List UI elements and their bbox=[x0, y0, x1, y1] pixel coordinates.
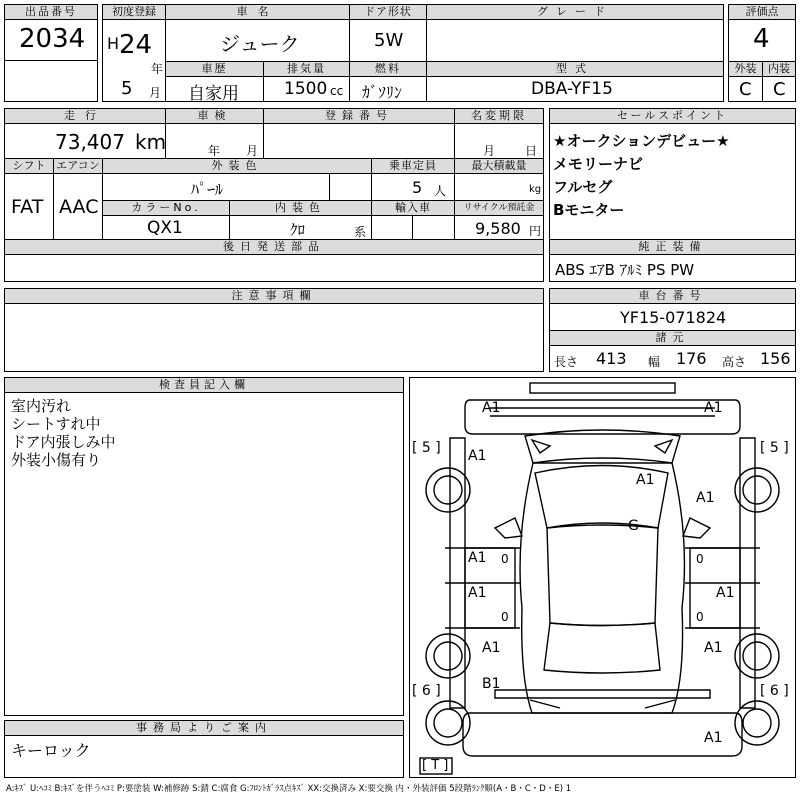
ac-cell bbox=[53, 173, 103, 240]
width-value: 176 bbox=[676, 349, 707, 368]
mark-rear-left: B1 bbox=[482, 676, 501, 692]
tire-spare: [ T ] bbox=[422, 758, 449, 773]
sales-points-cell bbox=[549, 123, 796, 240]
width-label: 幅 bbox=[648, 355, 661, 369]
import-label: 輸入車 bbox=[371, 200, 455, 216]
exterior-value: C bbox=[739, 79, 752, 100]
ac-value: AAC bbox=[59, 196, 99, 218]
inspector-line-3: ドア内張しみ中 bbox=[11, 433, 116, 451]
reg-month: 5 bbox=[121, 78, 133, 99]
sales-point-4: Bモニター bbox=[553, 201, 625, 219]
chassis-cell bbox=[549, 303, 796, 331]
lot-number-label: 出品番号 bbox=[4, 4, 98, 20]
import-cell-b bbox=[412, 215, 455, 240]
notes-label: 注意事項欄 bbox=[4, 288, 544, 304]
name-change-month: 月 bbox=[483, 144, 496, 158]
color-no-label: カラーNo. bbox=[102, 200, 230, 216]
reg-month-unit: 月 bbox=[149, 86, 162, 100]
displacement-cell bbox=[263, 76, 350, 102]
model-label: 型式 bbox=[426, 61, 724, 77]
score-label: 評価点 bbox=[728, 4, 796, 20]
later-parts-label: 後日発送部品 bbox=[4, 239, 544, 255]
ext-color-cell bbox=[102, 173, 330, 201]
recycle-value: 9,580 bbox=[475, 219, 521, 238]
displacement-label: 排気量 bbox=[263, 61, 350, 77]
lot-number-blank bbox=[4, 60, 98, 102]
inspector-label: 検査員記入欄 bbox=[4, 377, 404, 393]
capacity-value: 5 bbox=[412, 178, 423, 197]
zero-right-front-door: 0 bbox=[696, 552, 704, 566]
int-color-unit: 系 bbox=[354, 225, 367, 239]
first-reg-label: 初度登録 bbox=[102, 4, 166, 20]
mark-rear-bumper: A1 bbox=[704, 730, 723, 746]
inspection-label: 車検 bbox=[165, 108, 264, 124]
mileage-value: 73,407 bbox=[55, 130, 125, 154]
sales-points-label: セールスポイント bbox=[549, 108, 796, 124]
ext-color-value: ﾊﾟｰﾙ bbox=[191, 180, 224, 199]
displacement-unit: cc bbox=[330, 84, 344, 98]
exterior-cell bbox=[728, 76, 763, 102]
recycle-label: リサイクル預託金 bbox=[454, 200, 544, 216]
reg-year: 24 bbox=[119, 30, 153, 60]
notes-cell bbox=[4, 303, 544, 372]
recycle-cell bbox=[454, 215, 544, 240]
capacity-label: 乗車定員 bbox=[371, 158, 455, 174]
car-name-label: 車名 bbox=[165, 4, 350, 20]
shift-label: シフト bbox=[4, 158, 54, 174]
mileage-unit: km bbox=[135, 130, 167, 154]
height-label: 高さ bbox=[722, 355, 747, 369]
inspection-year-unit: 年 bbox=[208, 144, 221, 158]
height-value: 156 bbox=[760, 349, 791, 368]
sales-point-3: フルセグ bbox=[553, 178, 613, 196]
tire-rear-left: [ 6 ] bbox=[412, 683, 441, 699]
name-change-cell bbox=[454, 123, 544, 159]
mileage-label: 走行 bbox=[4, 108, 166, 124]
int-color-label: 内装色 bbox=[229, 200, 372, 216]
import-cell-a bbox=[371, 215, 413, 240]
inspection-cell bbox=[165, 123, 264, 159]
capacity-unit: 人 bbox=[434, 184, 447, 198]
tire-front-right: [ 5 ] bbox=[760, 440, 789, 456]
chassis-number: YF15-071824 bbox=[620, 308, 727, 327]
car-diagram bbox=[409, 377, 796, 778]
length-value: 413 bbox=[596, 349, 627, 368]
int-color-cell bbox=[229, 215, 372, 240]
mileage-cell bbox=[4, 123, 166, 159]
color-no-value: QX1 bbox=[147, 218, 183, 238]
max-load-label: 最大積載量 bbox=[454, 158, 544, 174]
lot-number: 2034 bbox=[19, 24, 86, 54]
inspection-month-unit: 月 bbox=[246, 144, 259, 158]
ext-color-label: 外装色 bbox=[102, 158, 372, 174]
name-change-label: 名変期限 bbox=[454, 108, 544, 124]
mark-left-fender: A1 bbox=[468, 448, 487, 464]
door-type: 5W bbox=[374, 30, 404, 51]
car-diagram-drawing bbox=[410, 378, 795, 777]
inspector-cell bbox=[4, 392, 404, 716]
inspector-line-1: 室内汚れ bbox=[11, 397, 72, 415]
equipment-value: ABS ｴｱB ｱﾙﾐ PS PW bbox=[555, 261, 695, 279]
interior-cell bbox=[762, 76, 796, 102]
door-label: ドア形状 bbox=[349, 4, 427, 20]
office-label: 事務局よりご案内 bbox=[4, 720, 404, 736]
mark-front-left: A1 bbox=[482, 400, 501, 416]
car-name: ジューク bbox=[220, 32, 300, 56]
history-value: 自家用 bbox=[188, 84, 239, 104]
dims-cell bbox=[549, 345, 796, 372]
era: H bbox=[107, 34, 120, 53]
max-load-cell bbox=[454, 173, 544, 201]
history-cell bbox=[165, 76, 264, 102]
car-name-cell bbox=[165, 19, 350, 62]
office-cell bbox=[4, 735, 404, 778]
inspector-line-2: シートすれ中 bbox=[11, 415, 101, 433]
max-load-unit: kg bbox=[529, 184, 542, 195]
score-value: 4 bbox=[753, 24, 770, 54]
equipment-cell bbox=[549, 254, 796, 282]
exterior-label: 外装 bbox=[728, 61, 763, 77]
door-cell bbox=[349, 19, 427, 62]
mark-right-fender: A1 bbox=[696, 490, 715, 506]
model-value: DBA-YF15 bbox=[531, 79, 613, 99]
mark-right-rear-door: A1 bbox=[716, 585, 735, 601]
lot-number-cell bbox=[4, 19, 98, 61]
grade-cell bbox=[426, 19, 724, 62]
int-color-value: ｸﾛ bbox=[290, 221, 306, 239]
zero-right-rear-door: 0 bbox=[696, 610, 704, 624]
shift-value: FAT bbox=[11, 196, 44, 218]
name-change-day: 日 bbox=[525, 144, 538, 158]
mark-front-right: A1 bbox=[704, 400, 723, 416]
fuel-value: ｶﾞｿﾘﾝ bbox=[362, 83, 403, 102]
history-label: 車歴 bbox=[165, 61, 264, 77]
reg-no-label: 登録番号 bbox=[263, 108, 455, 124]
mark-hood: A1 bbox=[636, 472, 655, 488]
zero-left-rear-door: 0 bbox=[501, 610, 509, 624]
first-reg-cell bbox=[102, 19, 166, 102]
tire-rear-right: [ 6 ] bbox=[760, 683, 789, 699]
capacity-cell bbox=[371, 173, 455, 201]
fuel-cell bbox=[349, 76, 427, 102]
mark-right-quarter: A1 bbox=[704, 640, 723, 656]
office-text: キーロック bbox=[11, 741, 91, 760]
ac-label: エアコン bbox=[53, 158, 103, 174]
displacement-value: 1500 bbox=[284, 79, 328, 99]
recycle-unit: 円 bbox=[529, 224, 542, 238]
grade-label: グレード bbox=[426, 4, 724, 20]
color-no-cell bbox=[102, 215, 230, 240]
reg-year-unit: 年 bbox=[151, 62, 164, 76]
zero-left-front-door: 0 bbox=[501, 552, 509, 566]
shift-cell bbox=[4, 173, 54, 240]
equipment-label: 純正装備 bbox=[549, 239, 796, 255]
interior-label: 内装 bbox=[762, 61, 796, 77]
tire-front-left: [ 5 ] bbox=[412, 440, 441, 456]
dims-label: 諸元 bbox=[549, 330, 796, 346]
model-cell bbox=[426, 76, 724, 102]
mark-left-rear-door: A1 bbox=[468, 585, 487, 601]
later-parts-cell bbox=[4, 254, 544, 282]
mark-left-quarter: A1 bbox=[482, 640, 501, 656]
fuel-label: 燃料 bbox=[349, 61, 427, 77]
length-label: 長さ bbox=[554, 355, 579, 369]
reg-no-cell bbox=[263, 123, 455, 159]
mark-windshield: G bbox=[628, 518, 639, 534]
ext-color-extra bbox=[329, 173, 372, 201]
interior-value: C bbox=[773, 79, 786, 100]
score-cell bbox=[728, 19, 796, 62]
sales-point-1: ★オークションデビュー★ bbox=[553, 132, 730, 150]
legend-text: A:ｷｽﾞ U:ﾍｺﾐ B:ｷｽﾞを伴うﾍｺﾐ P:要塗装 W:補修跡 S:錆 C:腐食 G:ﾌﾛﾝﾄｶﾞﾗｽ点ｷｽﾞ XX:交換済み X:要交換 内・外装評価 5段階ﾗﾝｸ順(A・B・C・D・E) 1 bbox=[6, 784, 572, 794]
inspector-line-4: 外装小傷有り bbox=[11, 451, 102, 469]
mark-roof-unused: A1 bbox=[468, 550, 487, 566]
sales-point-2: メモリーナビ bbox=[553, 155, 644, 173]
chassis-label: 車台番号 bbox=[549, 288, 796, 304]
